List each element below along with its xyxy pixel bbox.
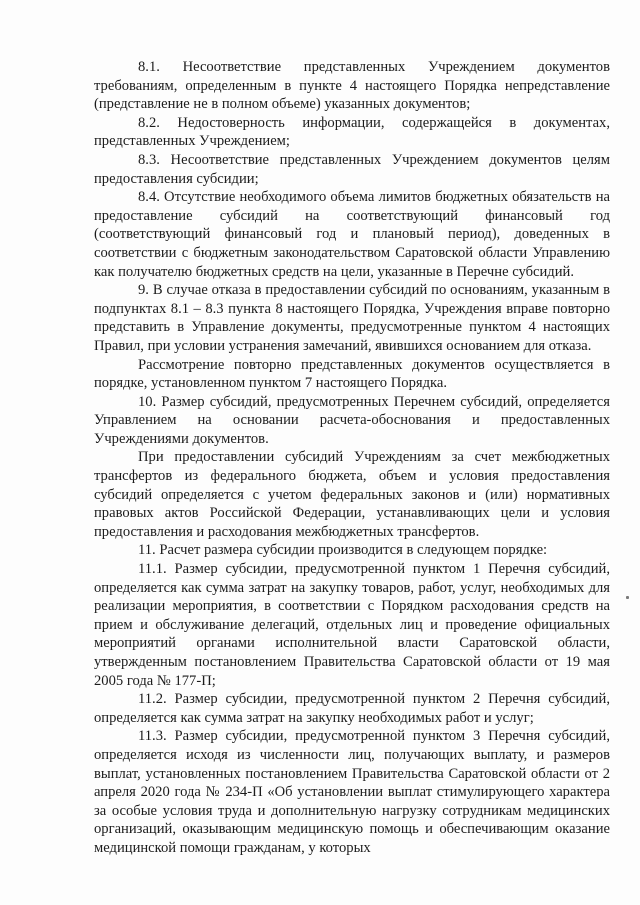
- paragraph-9-resubmission: Рассмотрение повторно представленных документов осуществляется в порядке, установленном пунктом 7 настоящего Порядка.: [94, 356, 610, 392]
- paragraph-8-4: 8.4. Отсутствие необходимого объема лимитов бюджетных обязательств на предоставление субсидий на соответствующий финансовый год (соответствующий финансовый год и плановый период), доведенных в соответствии с бюджетным законодательством Саратовской области Управлению как получателю бюджетных средств на цели, указанные в Перечне субсидий.: [94, 189, 610, 280]
- paragraph-8-1: 8.1. Несоответствие представленных Учреждением документов требованиям, определенным в пункте 4 настоящего Порядка непредставление (представление не в полном объеме) указанных документов;: [94, 59, 610, 113]
- paragraph-10: 10. Размер субсидий, предусмотренных Перечнем субсидий, определяется Управлением на основании расчета-обоснования и предоставленных Учреждениями документов.: [94, 393, 610, 447]
- paragraph-9: 9. В случае отказа в предоставлении субсидий по основаниям, указанным в подпунктах 8.1 – 8.3 пункта 8 настоящего Порядка, Учреждения вправе повторно представить в Управление документы, предусмотренные пунктом 4 настоящих Правил, при условии устранения замечаний, явившихся основанием для отказа.: [94, 282, 610, 354]
- scan-dot-mark: [626, 596, 629, 599]
- paragraph-11-3: 11.3. Размер субсидии, предусмотренной пунктом 3 Перечня субсидий, определяется исходя из численности лиц, получающих выплату, и размеров выплат, установленных постановлением Правительства Саратовской области от 2 апреля 2020 года № 234-П «Об установлении выплат стимулирующего характера за особые условия труда и дополнительную нагрузку сотрудникам медицинских организаций, оказывающим медицинскую помощь и обеспечивающим оказание медицинской помощи гражданам, у которых: [94, 728, 610, 856]
- paragraph-8-2: 8.2. Недостоверность информации, содержащейся в документах, представленных Учреждением;: [94, 114, 610, 150]
- document-body: [94, 58, 610, 858]
- paragraph-11-1: 11.1. Размер субсидии, предусмотренной пунктом 1 Перечня субсидий, определяется как сумма затрат на закупку товаров, работ, услуг, необходимых для реализации мероприятия, в соответствии с Порядком расходования средств на прием и обслуживание делегаций, отдельных лиц и проведение официальных мероприятий органами исполнительной власти Саратовской области, утвержденным постановлением Правительства Саратовской области от 19 мая 2005 года № 177-П;: [94, 561, 610, 689]
- paragraph-8-3: 8.3. Несоответствие представленных Учреждением документов целям предоставления субсидии;: [94, 151, 610, 187]
- paragraph-10-federal-transfers: При предоставлении субсидий Учреждениям за счет межбюджетных трансфертов из федерального бюджета, объем и условия предоставления субсидий определяется с учетом федеральных законов и (или) нормативных правовых актов Российской Федерации, устанавливающих цели и условия предоставления и расходования межбюджетных трансфертов.: [94, 449, 610, 540]
- paragraph-11: 11. Расчет размера субсидии производится в следующем порядке:: [138, 542, 548, 559]
- paragraph-11-2: 11.2. Размер субсидии, предусмотренной пунктом 2 Перечня субсидий, определяется как сумма затрат на закупку необходимых работ и услуг;: [94, 691, 610, 726]
